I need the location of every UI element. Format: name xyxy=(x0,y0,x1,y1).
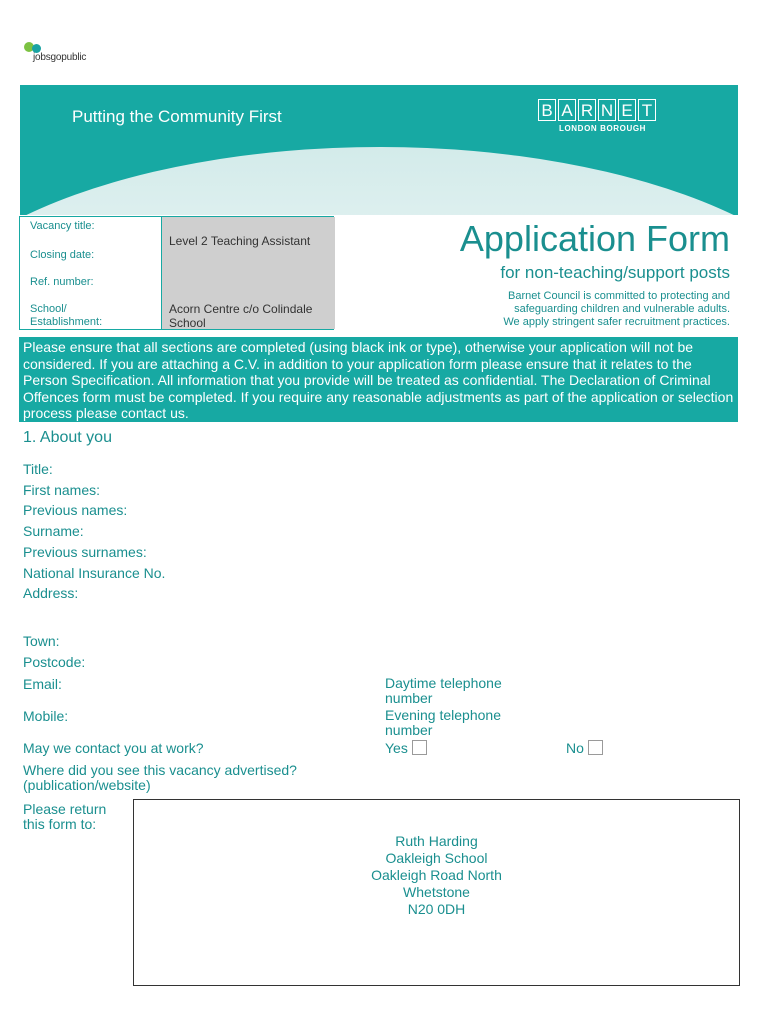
school-label: School/ xyxy=(30,303,67,315)
previous-surnames-label: Previous surnames: xyxy=(23,544,147,560)
address-line: Whetstone xyxy=(403,884,470,900)
address-label: Address: xyxy=(23,585,79,601)
page-title: Application Form xyxy=(459,218,730,259)
address-line: Oakleigh School xyxy=(385,850,488,866)
safeguarding-note-line: Barnet Council is committed to protecting and xyxy=(508,290,730,302)
page-subtitle: for non-teaching/support posts xyxy=(500,263,730,282)
barnet-subtitle: LONDON BOROUGH xyxy=(559,124,647,133)
yes-label: Yes xyxy=(385,740,408,756)
email-label: Email: xyxy=(23,676,62,692)
vacancy-title-value: Level 2 Teaching Assistant xyxy=(169,234,311,248)
establishment-label: Establishment: xyxy=(30,316,103,328)
surname-label: Surname: xyxy=(23,523,84,539)
previous-names-label: Previous names: xyxy=(23,502,128,518)
contact-at-work-label: May we contact you at work? xyxy=(23,740,204,756)
daytime-phone-label: Daytime telephone number xyxy=(385,675,502,706)
header-banner xyxy=(20,85,738,215)
vacancy-details-box xyxy=(19,216,334,330)
closing-date-label: Closing date: xyxy=(30,249,95,261)
vacancy-values-panel xyxy=(161,217,335,329)
instructions-notice xyxy=(19,337,738,422)
first-names-label: First names: xyxy=(23,482,101,498)
contact-no-option xyxy=(566,740,603,756)
safeguarding-note-line: We apply stringent safer recruitment practices. xyxy=(503,316,730,328)
safeguarding-note-line: safeguarding children and vulnerable adults. xyxy=(514,303,730,315)
barnet-letter: T xyxy=(638,99,656,121)
address-line: N20 0DH xyxy=(407,901,466,917)
return-address xyxy=(134,833,739,918)
vacancy-title-label: Vacancy title: xyxy=(30,220,95,232)
logo-text: jobsgopublic xyxy=(33,52,87,63)
barnet-logo xyxy=(538,99,658,133)
address-line: Oakleigh Road North xyxy=(371,867,502,883)
town-label: Town: xyxy=(23,633,60,649)
address-line: Ruth Harding xyxy=(395,833,478,849)
section-heading: 1. About you xyxy=(23,429,112,446)
barnet-letter: N xyxy=(598,99,616,121)
mobile-label: Mobile: xyxy=(23,708,69,724)
safeguarding-note xyxy=(400,290,730,329)
ni-number-label: National Insurance No. xyxy=(23,565,166,581)
barnet-letter: R xyxy=(578,99,596,121)
barnet-letter: E xyxy=(618,99,636,121)
title-field-label: Title: xyxy=(23,461,53,477)
instructions-text: Please ensure that all sections are completed (using black ink or type), otherwise your application will not be considered. If you are attaching a C.V. in addition to your application form please ensure that it relates to the Person Specification. All information that you provide will be treated as confidential. The Declaration of Criminal Offences form must be completed. If you require any reasonable adjustments as part of the application or selection process please contact us. xyxy=(23,339,734,421)
postcode-label: Postcode: xyxy=(23,654,86,670)
return-address-box xyxy=(133,799,740,986)
school-value: Acorn Centre c/o Colindale School xyxy=(169,302,313,330)
evening-phone-label: Evening telephone number xyxy=(385,707,501,738)
barnet-letter: B xyxy=(538,99,556,121)
ref-number-label: Ref. number: xyxy=(30,276,94,288)
jobsgopublic-logo xyxy=(24,42,144,70)
banner-tagline: Putting the Community First xyxy=(72,107,282,126)
no-checkbox[interactable] xyxy=(588,740,603,755)
contact-yes-option xyxy=(385,740,427,756)
yes-checkbox[interactable] xyxy=(412,740,427,755)
barnet-letter: A xyxy=(558,99,576,121)
no-label: No xyxy=(566,740,584,756)
advert-source-label: Where did you see this vacancy advertised? (publication/website) xyxy=(23,762,297,793)
return-form-label: Please return this form to: xyxy=(23,801,107,832)
